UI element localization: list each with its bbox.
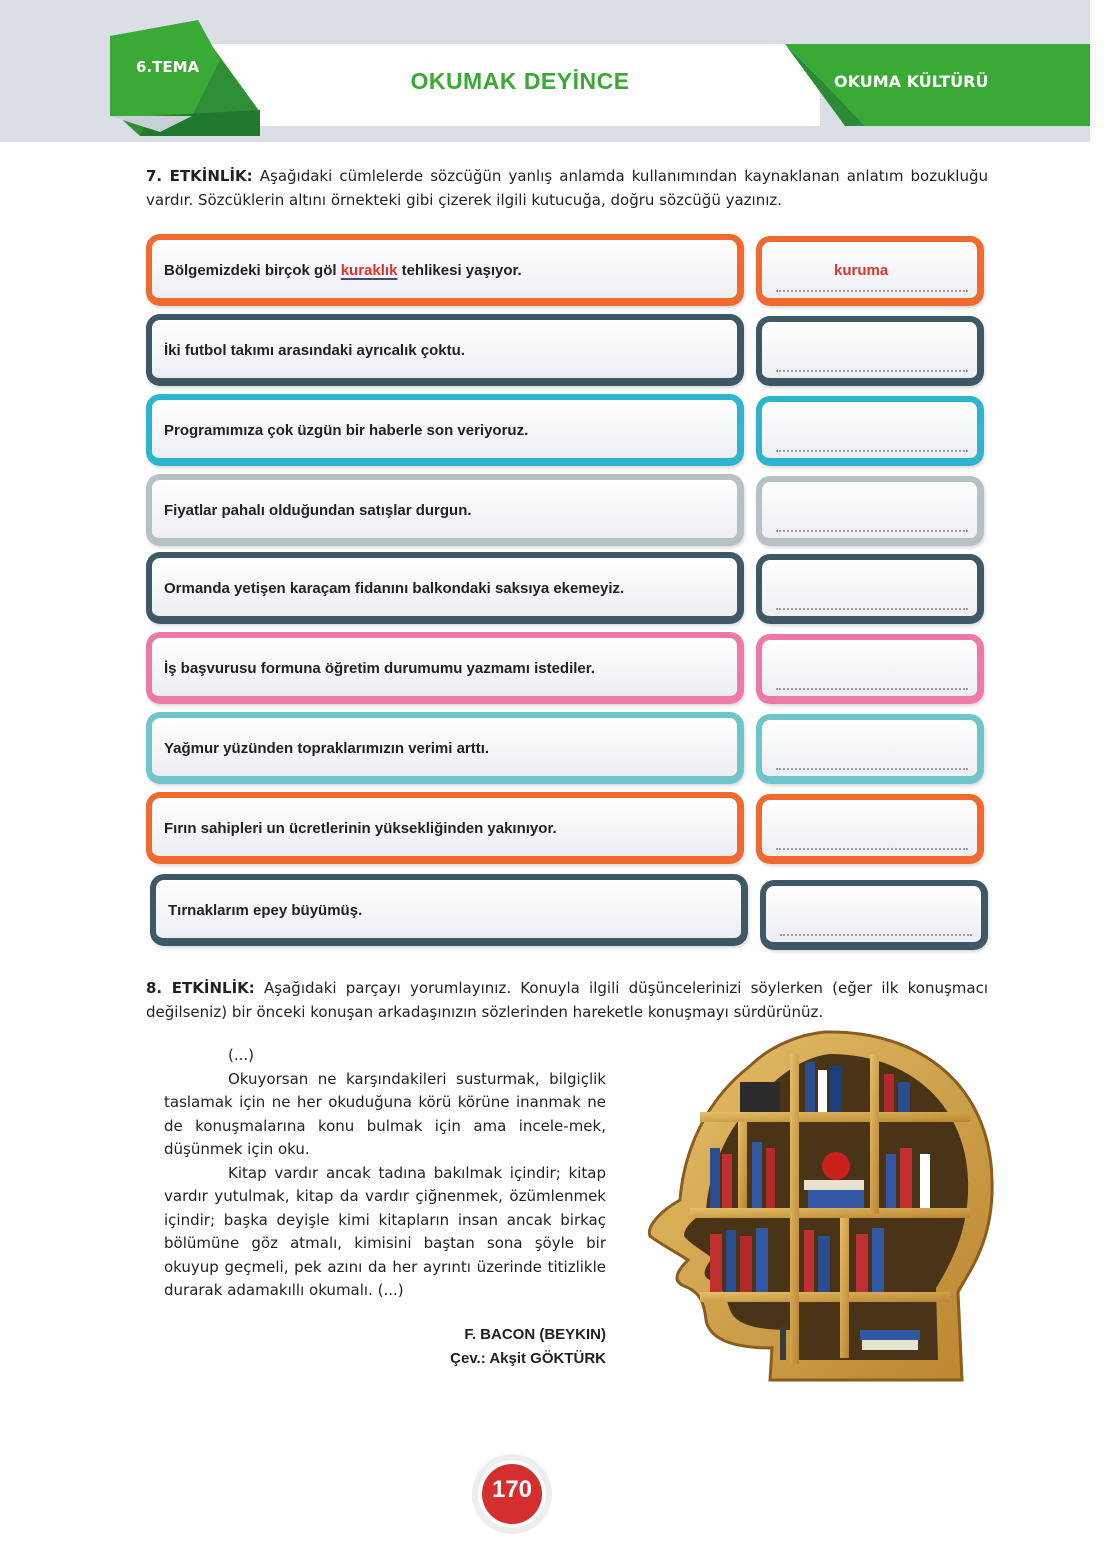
answer-box[interactable] bbox=[756, 554, 984, 624]
answer-line bbox=[776, 450, 968, 452]
page-title: OKUMAK DEYİNCE bbox=[410, 68, 630, 94]
sentence-text: Tırnaklarım epey büyümüş. bbox=[168, 902, 363, 919]
activity7-label: 7. ETKİNLİK: bbox=[146, 167, 253, 185]
activity8-instructions bbox=[146, 976, 988, 1024]
sentence-text: Bölgemizdeki birçok göl kuraklık tehlikesi yaşıyor. bbox=[164, 262, 522, 279]
answer-box[interactable] bbox=[756, 476, 984, 546]
sentence-row bbox=[146, 394, 988, 466]
activity7-text: Aşağıdaki cümlelerde sözcüğün yanlış anlamda kullanımından kaynaklanan anlatım bozukluğu vardır. Sözcüklerin altını örnekteki gibi çizerek ilgili kutucuğa, doğru sözcüğü yazınız. bbox=[146, 167, 988, 209]
sentence-text: İş başvurusu formuna öğretim durumumu yazmamı istediler. bbox=[164, 660, 595, 677]
sentence-text: Ormanda yetişen karaçam fidanını balkondaki saksıya ekemeyiz. bbox=[164, 580, 625, 597]
sentence-text: Fiyatlar pahalı olduğundan satışlar durgun. bbox=[164, 502, 472, 519]
sentence-box bbox=[146, 792, 744, 864]
sentence-box bbox=[146, 552, 744, 624]
sentence-box bbox=[146, 394, 744, 466]
sentence-text: İki futbol takımı arasındaki ayrıcalık çoktu. bbox=[164, 342, 465, 359]
tema-ribbon bbox=[110, 20, 260, 138]
page-number: 170 bbox=[491, 1476, 533, 1503]
incorrect-word: kuraklık bbox=[340, 262, 398, 279]
sentence-box bbox=[146, 234, 744, 306]
answer-box[interactable] bbox=[756, 316, 984, 386]
answer-text: kuruma bbox=[834, 262, 889, 279]
tema-label: 6.TEMA bbox=[136, 58, 200, 76]
answer-line bbox=[776, 608, 968, 610]
sentence-row bbox=[146, 874, 988, 946]
passage-paragraph-1: Okuyorsan ne karşındakileri susturmak, bilgiçlik taslamak için ne her okuduğuna körü körüne inanmak ne de konuşmalarına konu bulmak için ama incele-mek, düşünmek için oku. bbox=[164, 1069, 606, 1158]
answer-line bbox=[776, 370, 968, 372]
answer-line bbox=[776, 688, 968, 690]
passage-open: (...) bbox=[228, 1046, 255, 1064]
answer-line bbox=[776, 848, 968, 850]
example-row bbox=[146, 234, 988, 306]
answer-line bbox=[776, 290, 968, 292]
sentence-row bbox=[146, 552, 988, 624]
sentence-row bbox=[146, 632, 988, 704]
sentence-box bbox=[146, 314, 744, 386]
passage-author: F. BACON (BEYKIN) bbox=[464, 1326, 606, 1343]
sentence-box bbox=[146, 712, 744, 784]
passage-paragraph-2: Kitap vardır ancak tadına bakılmak içindir; kitap vardır yutulmak, kitap da vardır çiğnenmek, özümlenmek içindir; başka deyişle kimi kitapların insan ancak birkaç bölümüne göz atmalı, kimisini baştan sona şöyle bir okuyup geçmeli, pek azını da her ayrıntı üzerinde titizlikle durarak adamakıllı okumalı. (...) bbox=[164, 1163, 606, 1299]
answer-box[interactable] bbox=[756, 634, 984, 704]
sentence-row bbox=[146, 474, 988, 546]
sentence-row bbox=[146, 792, 988, 864]
sentence-box bbox=[150, 874, 748, 946]
passage-translator: Çev.: Akşit GÖKTÜRK bbox=[450, 1350, 606, 1367]
activity8-text: Aşağıdaki parçayı yorumlayınız. Konuyla ilgili düşüncelerinizi söylerken (eğer ilk konuşmacı değilseniz) bir önceki konuşan arkadaşınızın sözlerinden hareketle konuşmayı sürdürünüz. bbox=[146, 979, 988, 1021]
sentence-text: Fırın sahipleri un ücretlerinin yüksekliğinden yakınıyor. bbox=[164, 820, 557, 837]
sentence-box bbox=[146, 632, 744, 704]
sentence-row bbox=[146, 712, 988, 784]
sentence-text: Programımıza çok üzgün bir haberle son veriyoruz. bbox=[164, 422, 529, 439]
answer-box[interactable] bbox=[756, 236, 984, 306]
activity7-instructions bbox=[146, 164, 988, 212]
answer-box[interactable] bbox=[756, 794, 984, 864]
answer-line bbox=[776, 530, 968, 532]
activity8-label: 8. ETKİNLİK: bbox=[146, 979, 255, 997]
answer-box[interactable] bbox=[756, 714, 984, 784]
answer-line bbox=[780, 934, 972, 936]
answer-line bbox=[776, 768, 968, 770]
answer-box[interactable] bbox=[756, 396, 984, 466]
sentence-text: Yağmur yüzünden topraklarımızın verimi arttı. bbox=[164, 740, 490, 757]
sentence-box bbox=[146, 474, 744, 546]
sentence-row bbox=[146, 314, 988, 386]
answer-box[interactable] bbox=[760, 880, 988, 950]
passage bbox=[164, 1044, 606, 1303]
section-label: OKUMA KÜLTÜRÜ bbox=[834, 72, 989, 91]
head-bookshelf-illustration bbox=[640, 1030, 1020, 1390]
